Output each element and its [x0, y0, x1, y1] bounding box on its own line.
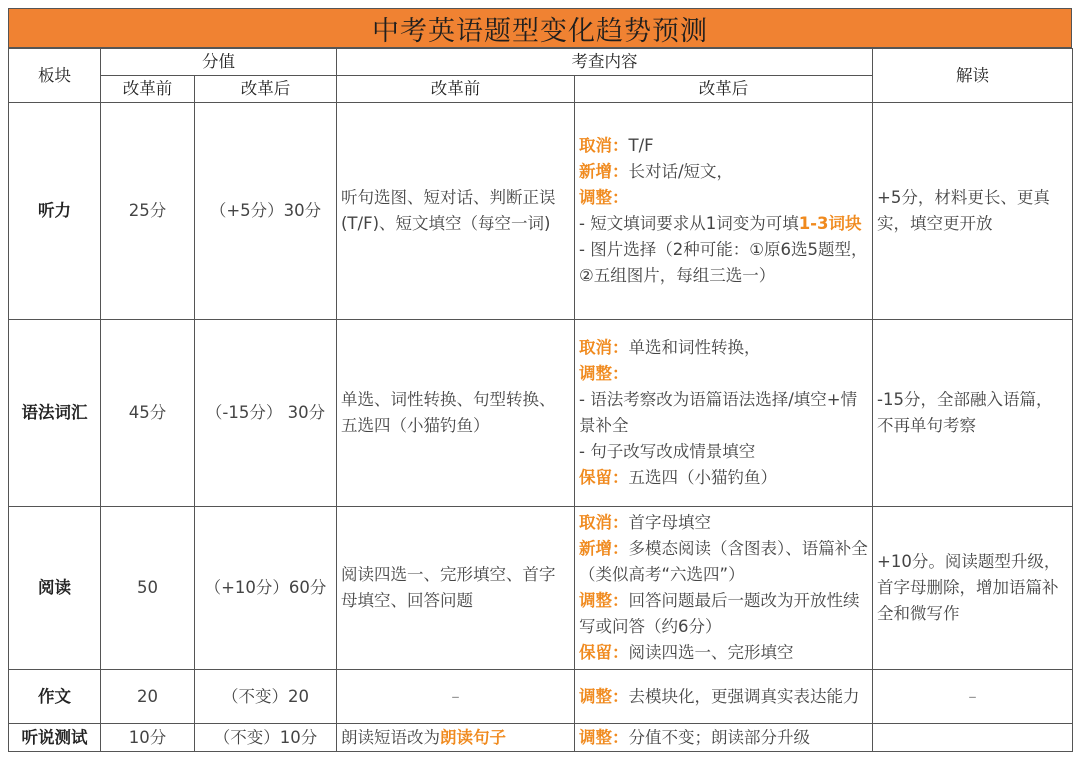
- page-title: 中考英语题型变化趋势预测: [8, 8, 1072, 48]
- table-row: [9, 320, 1073, 507]
- score-after: （不变）20: [195, 670, 337, 724]
- header-content: 考查内容: [337, 49, 873, 76]
- table-row: [9, 670, 1073, 724]
- content-after: [575, 320, 873, 507]
- content-text: 长对话/短文，: [628, 162, 734, 181]
- header-content-after: 改革后: [575, 76, 873, 103]
- table-row: [9, 724, 1073, 752]
- header-content-before: 改革前: [337, 76, 575, 103]
- content-after: [575, 670, 873, 724]
- keyword-label: 保留：: [579, 468, 629, 487]
- keyword-label: 新增：: [579, 162, 629, 181]
- content-line: [579, 361, 868, 387]
- table-row: [9, 507, 1073, 670]
- content-text: 语篇语法选择/填空+情景补全: [579, 390, 858, 435]
- reading-note: -15分，全部融入语篇，不再单句考察: [873, 320, 1073, 507]
- content-before: 单选、词性转换、句型转换、五选四（小猫钓鱼）: [337, 320, 575, 507]
- keyword-label: 取消：: [579, 513, 629, 532]
- content-text: 回答问题最后一题改为开放性续写或问答（约6分）: [579, 591, 860, 636]
- section-name: 语法词汇: [9, 320, 101, 507]
- score-after: （+10分）60分: [195, 507, 337, 670]
- content-text: - 语法考察改为: [579, 390, 690, 409]
- content-after: [575, 724, 873, 752]
- reading-note: +10分。阅读题型升级，首字母删除，增加语篇补全和微写作: [873, 507, 1073, 670]
- section-name: 阅读: [9, 507, 101, 670]
- content-before: [337, 724, 575, 752]
- content-line: [579, 536, 868, 588]
- content-line: [579, 159, 868, 185]
- highlight-text: 1-3词块: [798, 214, 862, 233]
- section-name: 作文: [9, 670, 101, 724]
- score-before: 25分: [101, 103, 195, 320]
- score-before: 20: [101, 670, 195, 724]
- content-line: [579, 465, 868, 491]
- trend-table: [8, 48, 1073, 752]
- highlight-text: 朗读句子: [440, 727, 506, 747]
- content-line: - 图片选择（2种可能：①原6选5题型，②五组图片，每组三选一）: [579, 240, 868, 285]
- content-text: 阅读四选一、完形填空: [628, 643, 794, 662]
- keyword-label: 调整：: [579, 188, 629, 207]
- keyword-label: 保留：: [579, 643, 629, 662]
- content-line: [579, 211, 868, 237]
- section-name: 听说测试: [9, 724, 101, 752]
- content-text: 首字母填空: [628, 513, 711, 532]
- reading-note: [873, 724, 1073, 752]
- content-line: [579, 588, 868, 640]
- score-after: （-15分） 30分: [195, 320, 337, 507]
- score-after: （+5分）30分: [195, 103, 337, 320]
- keyword-label: 取消：: [579, 338, 629, 357]
- content-line: [579, 335, 868, 361]
- content-before: 阅读四选一、完形填空、首字母填空、回答问题: [337, 507, 575, 670]
- keyword-label: 取消：: [579, 136, 629, 155]
- keyword-label: 新增：: [579, 539, 629, 558]
- content-text: T/F: [628, 136, 654, 155]
- content-after: [575, 507, 873, 670]
- header-reading: 解读: [873, 49, 1073, 103]
- header-score-before: 改革前: [101, 76, 195, 103]
- content-line: [579, 185, 868, 211]
- content-after: [575, 103, 873, 320]
- content-before: –: [337, 670, 575, 724]
- content-before: 听句选图、短对话、判断正误(T/F)、短文填空（每空一词): [337, 103, 575, 320]
- section-name: 听力: [9, 103, 101, 320]
- content-line: [579, 133, 868, 159]
- content-line: [579, 510, 868, 536]
- content-line: - 句子改写改成情景填空: [579, 442, 756, 461]
- header-score: 分值: [101, 49, 337, 76]
- content-text: 单选和词性转换，: [628, 338, 761, 357]
- score-before: 45分: [101, 320, 195, 507]
- content-line: [579, 640, 868, 666]
- header-row-1: [9, 49, 1073, 76]
- table-row: [9, 103, 1073, 320]
- keyword-label: 调整：: [579, 727, 629, 747]
- reading-note: –: [873, 670, 1073, 724]
- score-before: 10分: [101, 724, 195, 752]
- keyword-label: 调整：: [579, 591, 629, 610]
- score-after: （不变）10分: [195, 724, 337, 752]
- content-text: 五选四（小猫钓鱼）: [628, 468, 777, 487]
- score-before: 50: [101, 507, 195, 670]
- content-text: - 短文填词要求从1词变为可填: [579, 214, 799, 233]
- content-text: 去模块化，更强调真实表达能力: [628, 686, 860, 706]
- keyword-label: 调整：: [579, 364, 629, 383]
- content-text: 分值不变；朗读部分升级: [628, 727, 810, 747]
- content-text: 朗读短语改为: [341, 727, 440, 747]
- content-line: [579, 387, 868, 439]
- header-score-after: 改革后: [195, 76, 337, 103]
- content-text: 多模态阅读（含图表）、语篇补全（类似高考“六选四”）: [579, 539, 868, 584]
- reading-note: +5分，材料更长、更真实，填空更开放: [873, 103, 1073, 320]
- keyword-label: 调整：: [579, 686, 629, 706]
- header-section: 板块: [9, 49, 101, 103]
